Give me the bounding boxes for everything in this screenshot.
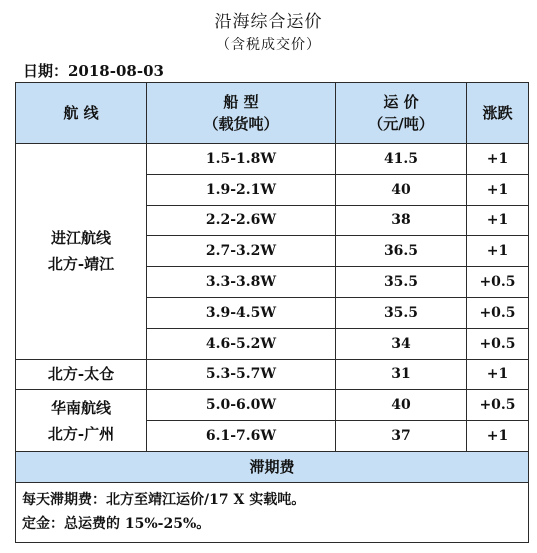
price-cell: 36.5 [336,236,467,267]
price-cell: 34 [336,328,467,359]
col-header-ship-type-label: 船 型 [223,93,259,111]
ship-type-cell: 5.3-5.7W [147,359,336,390]
demurrage-heading: 滞期费 [16,451,529,482]
route-destination: 北方-靖江 [47,255,115,274]
freight-rate-table [15,82,529,543]
col-header-ship-type [147,83,336,144]
demurrage-header-row [16,451,529,482]
ship-type-cell: 1.9-2.1W [147,174,336,205]
ship-type-cell: 3.9-4.5W [147,297,336,328]
date-label: 日期：2018-08-03 [23,62,164,80]
change-cell: +1 [467,421,529,452]
table-row [16,144,529,175]
price-cell: 31 [336,359,467,390]
route-cell [16,359,147,390]
ship-type-cell: 6.1-7.6W [147,421,336,452]
ship-type-cell: 1.5-1.8W [147,144,336,175]
route-cell [16,390,147,452]
route-cell [16,144,147,360]
change-cell: +0.5 [467,297,529,328]
route-name: 进江航线 [50,229,111,248]
col-header-price-label: 运 价 [383,93,419,111]
col-header-route-label: 航 线 [63,104,99,122]
change-cell: +1 [467,359,529,390]
change-cell: +0.5 [467,390,529,421]
demurrage-notes-cell [16,482,529,542]
change-cell: +0.5 [467,328,529,359]
demurrage-notes-row [16,482,529,542]
change-cell: +1 [467,205,529,236]
col-header-route [16,83,147,144]
change-cell: +1 [467,174,529,205]
price-cell: 38 [336,205,467,236]
price-cell: 37 [336,421,467,452]
table-row [16,390,529,421]
table-header-row [16,83,529,144]
price-cell: 35.5 [336,267,467,298]
price-cell: 40 [336,390,467,421]
ship-type-cell: 2.2-2.6W [147,205,336,236]
ship-type-cell: 3.3-3.8W [147,267,336,298]
route-name: 华南航线 [50,398,111,417]
demurrage-rule-text: 每天滞期费：北方至靖江运价/17 X 实载吨。 [22,492,306,509]
col-header-change-label: 涨跌 [482,104,513,122]
col-header-change [467,83,529,144]
ship-type-cell: 2.7-3.2W [147,236,336,267]
page-subtitle: （含税成交价） [216,37,321,53]
price-cell: 35.5 [336,297,467,328]
change-cell: +1 [467,236,529,267]
price-cell: 41.5 [336,144,467,175]
price-cell: 40 [336,174,467,205]
change-cell: +0.5 [467,267,529,298]
page-title: 沿海综合运价 [214,12,323,32]
ship-type-cell: 4.6-5.2W [147,328,336,359]
change-cell: +1 [467,144,529,175]
col-header-price [336,83,467,144]
route-name: 北方-太仓 [47,365,115,384]
table-row [16,359,529,390]
col-header-price-unit: （元/吨） [368,115,434,133]
deposit-rule-text: 定金：总运费的 15%-25%。 [22,516,211,533]
route-destination: 北方-广州 [47,424,115,443]
ship-type-cell: 5.0-6.0W [147,390,336,421]
col-header-ship-type-unit: （载货吨） [203,115,279,133]
